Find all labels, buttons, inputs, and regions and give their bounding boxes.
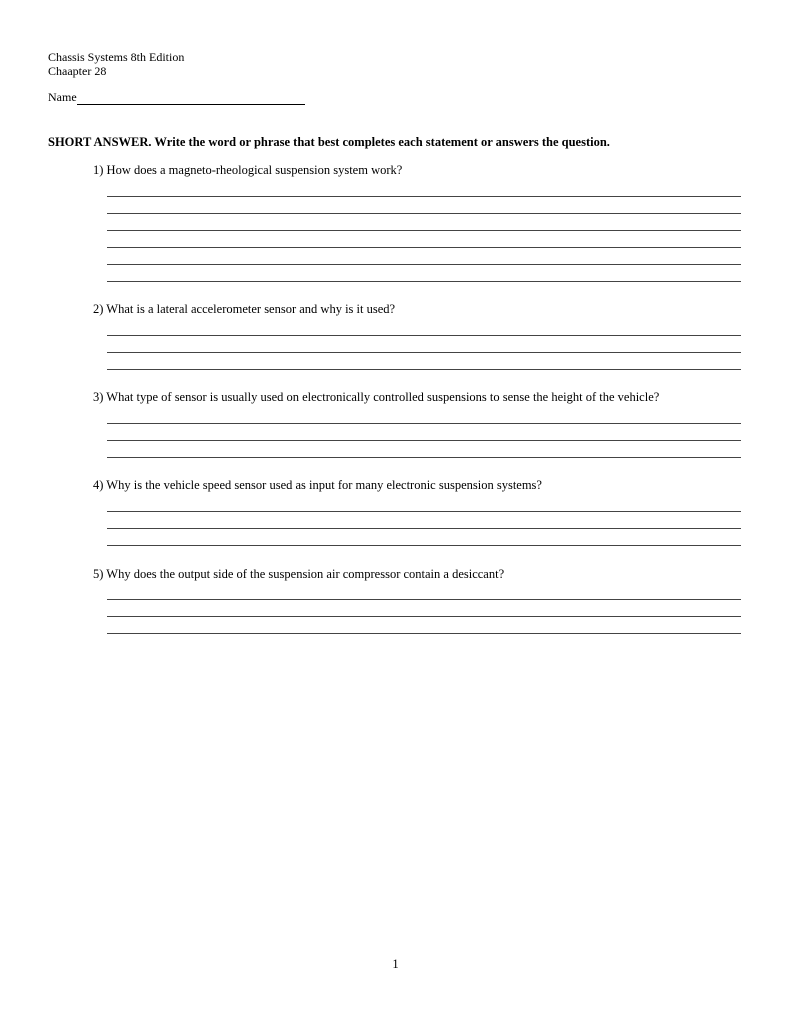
answer-line[interactable] xyxy=(107,457,741,458)
answer-line[interactable] xyxy=(107,281,741,282)
section-instructions: SHORT ANSWER. Write the word or phrase that best completes each statement or answers the question. xyxy=(48,135,610,149)
chapter-label: Chaapter 28 xyxy=(48,64,107,78)
answer-line[interactable] xyxy=(107,335,741,336)
answer-line[interactable] xyxy=(107,511,741,512)
answer-line[interactable] xyxy=(107,369,741,370)
answer-line[interactable] xyxy=(107,633,741,634)
answer-line[interactable] xyxy=(107,440,741,441)
name-blank-line[interactable] xyxy=(77,92,305,105)
page-number: 1 xyxy=(392,957,399,971)
answer-line[interactable] xyxy=(107,213,741,214)
answer-line[interactable] xyxy=(107,264,741,265)
answer-line[interactable] xyxy=(107,528,741,529)
question-4: 4) Why is the vehicle speed sensor used as input for many electronic suspension systems? xyxy=(93,478,542,492)
question-3: 3) What type of sensor is usually used on electronically controlled suspensions to sense the height of the vehicle? xyxy=(93,390,660,404)
book-title: Chassis Systems 8th Edition xyxy=(48,50,185,64)
answer-line[interactable] xyxy=(107,230,741,231)
answer-line[interactable] xyxy=(107,247,741,248)
answer-line[interactable] xyxy=(107,599,741,600)
name-label: Name xyxy=(48,90,77,104)
question-2: 2) What is a lateral accelerometer sensor and why is it used? xyxy=(93,302,396,316)
question-5: 5) Why does the output side of the suspension air compressor contain a desiccant? xyxy=(93,567,505,581)
answer-line[interactable] xyxy=(107,423,741,424)
question-1: 1) How does a magneto-rheological suspension system work? xyxy=(93,163,403,177)
name-field-row xyxy=(48,90,305,105)
answer-line[interactable] xyxy=(107,352,741,353)
answer-line[interactable] xyxy=(107,545,741,546)
answer-line[interactable] xyxy=(107,196,741,197)
answer-line[interactable] xyxy=(107,616,741,617)
